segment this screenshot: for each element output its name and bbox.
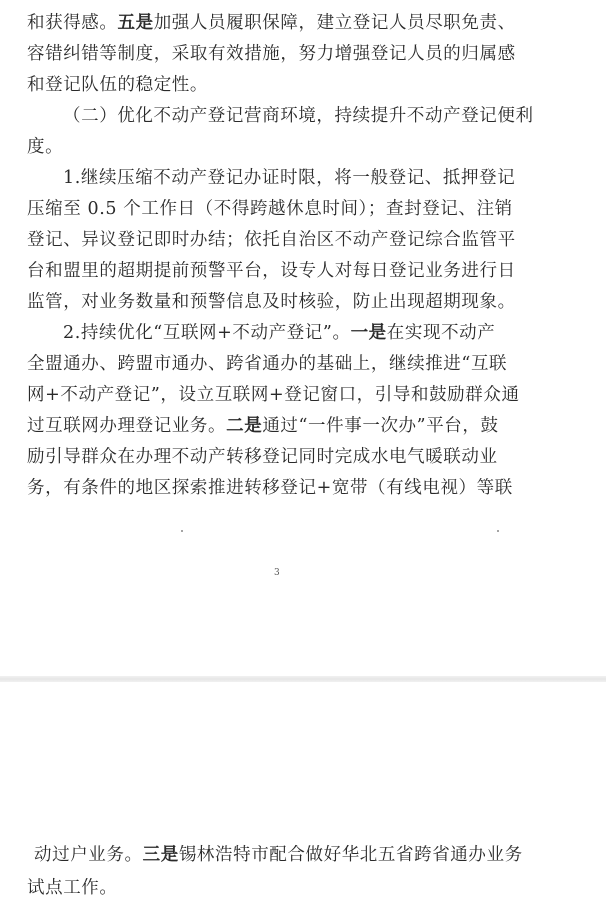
text-run: 动过户业务。 <box>34 845 143 865</box>
text-line <box>27 384 520 406</box>
text-run: 过互联网办理登记业务。 <box>27 416 227 436</box>
document-page-2 <box>0 682 606 898</box>
text-run: 试点工作。 <box>27 878 118 898</box>
text-run: 容错纠错等制度，采取有效措施，努力增强登记人员的归属感 <box>27 44 516 64</box>
text-line <box>27 136 63 158</box>
text-run: 在实现不动产 <box>386 323 496 343</box>
text-run: 全盟通办、跨盟市通办、跨省通办的基础上，继续推进“互联 <box>27 354 508 374</box>
text-run: 网+不动产登记”，设立互联网+登记窗口，引导和鼓励群众通 <box>27 385 520 405</box>
text-line <box>27 446 498 468</box>
text-run: 监管，对业务数量和预警信息及时核验，防止出现超期现象。 <box>27 292 516 312</box>
text-run: 登记、异议登记即时办结；依托自治区不动产登记综合监管平 <box>27 230 516 250</box>
text-line <box>27 12 516 34</box>
text-line <box>63 322 495 344</box>
text-line <box>34 844 523 866</box>
text-line <box>27 415 499 437</box>
text-line <box>27 74 208 96</box>
bold-lead-phrase: 二是 <box>226 416 263 436</box>
text-run: 1.继续压缩不动产登记办证时限，将一般登记、抵押登记 <box>63 168 516 188</box>
text-line <box>27 229 516 251</box>
bold-lead-phrase: 五是 <box>117 13 154 33</box>
text-run: 加强人员履职保障，建立登记人员尽职免责、 <box>153 13 516 33</box>
text-run: 台和盟里的超期提前预警平台，设专人对每日登记业务进行日 <box>27 261 516 281</box>
scan-speck <box>181 530 183 532</box>
scan-speck <box>497 530 499 532</box>
text-line <box>27 43 516 65</box>
text-run: 度。 <box>27 137 64 157</box>
text-run: 通过“一件事一次办”平台，鼓 <box>262 416 499 436</box>
text-line <box>27 877 118 899</box>
text-line <box>63 167 515 189</box>
text-line <box>27 260 516 282</box>
text-run: 励引导群众在办理不动产转移登记同时完成水电气暖联动业 <box>27 447 498 467</box>
bold-lead-phrase: 三是 <box>142 845 179 865</box>
text-line <box>63 105 534 127</box>
text-run: 锡林浩特市配合做好华北五省跨省通办业务 <box>178 845 523 865</box>
bold-lead-phrase: 一是 <box>350 323 387 343</box>
text-run: 2.持续优化“互联网+不动产登记”。 <box>63 323 351 343</box>
page-number: 3 <box>274 568 280 578</box>
text-run: 务，有条件的地区探索推进转移登记+宽带（有线电视）等联 <box>27 478 513 498</box>
text-line <box>27 477 513 499</box>
text-run: 压缩至 0.5 个工作日（不得跨越休息时间）；查封登记、注销 <box>27 199 513 219</box>
text-line <box>27 291 516 313</box>
text-run: 和获得感。 <box>27 13 118 33</box>
text-run: （二）优化不动产登记营商环境，持续提升不动产登记便利 <box>63 106 534 126</box>
text-line <box>27 198 513 220</box>
text-run: 和登记队伍的稳定性。 <box>27 75 208 95</box>
text-line <box>27 353 507 375</box>
